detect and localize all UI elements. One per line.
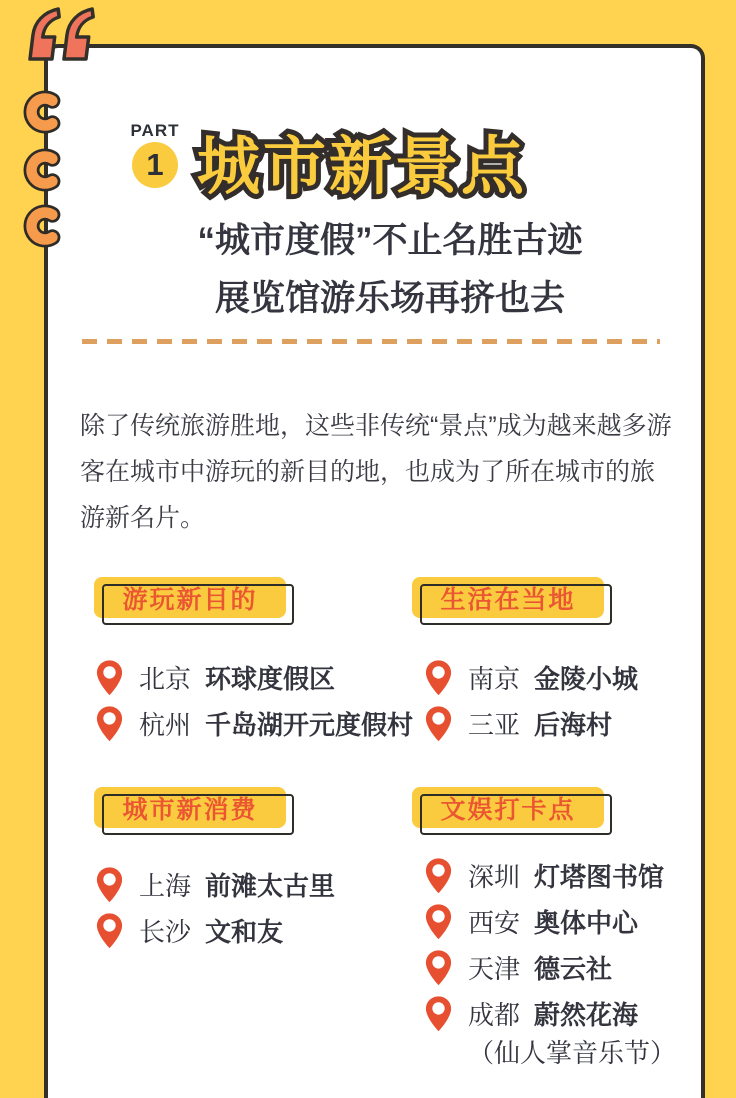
item-place: 灯塔图书馆 [534, 862, 665, 892]
binder-ring-icon [22, 146, 68, 194]
item-text [468, 903, 638, 940]
item-text [139, 705, 413, 742]
item-text [139, 659, 335, 696]
item-place: 德云社 [534, 954, 613, 984]
item-text [468, 995, 676, 1070]
item-city: 三亚 [468, 710, 521, 740]
item-list-play-destinations [95, 659, 413, 743]
item-place: 金陵小城 [534, 664, 639, 694]
location-pin-icon [95, 866, 124, 904]
list-item [95, 659, 413, 697]
list-item [95, 912, 335, 950]
tag-label: 文娱打卡点 [440, 795, 576, 824]
item-city: 天津 [468, 954, 521, 984]
location-pin-icon [424, 857, 453, 895]
list-item [424, 949, 676, 987]
binder-ring-icon [22, 202, 68, 250]
tag-label: 城市新消费 [122, 795, 258, 824]
part-badge [120, 121, 190, 188]
dashed-divider [82, 339, 660, 344]
location-pin-icon [424, 995, 453, 1033]
item-place: 环球度假区 [205, 664, 336, 694]
list-item [424, 659, 638, 697]
item-list-live-local [424, 659, 638, 743]
item-place: 文和友 [205, 917, 284, 947]
item-city: 西安 [468, 908, 521, 938]
location-pin-icon [424, 659, 453, 697]
item-place: 前滩太古里 [205, 871, 336, 901]
location-pin-icon [95, 705, 124, 743]
section-tag-entertainment-checkin [412, 787, 604, 828]
section-tag-play-destinations [94, 577, 286, 618]
item-city: 成都 [468, 1000, 521, 1030]
item-city: 杭州 [139, 710, 192, 740]
item-city: 上海 [139, 871, 192, 901]
binder-ring-icon [22, 88, 68, 136]
list-item [424, 705, 638, 743]
tag-label: 生活在当地 [440, 585, 576, 614]
item-text [468, 659, 638, 696]
page-title: 城市新景点 [197, 132, 527, 202]
double-quote-icon [22, 2, 100, 68]
page-subtitle [90, 212, 690, 328]
list-item [424, 857, 676, 895]
item-text [139, 912, 283, 949]
tag-label: 游玩新目的 [122, 585, 258, 614]
list-item [424, 995, 676, 1070]
subtitle-line: “城市度假”不止名胜古迹 [197, 221, 583, 260]
item-list-entertainment-checkin [424, 857, 676, 1070]
location-pin-icon [95, 912, 124, 950]
item-city: 深圳 [468, 862, 521, 892]
list-item [95, 705, 413, 743]
list-item [95, 866, 335, 904]
item-city: 北京 [139, 664, 192, 694]
item-place: 奥体中心 [534, 908, 639, 938]
item-text [139, 866, 335, 903]
item-place: 蔚然花海 [534, 1000, 639, 1030]
section-tag-live-local [412, 577, 604, 618]
item-city: 南京 [468, 664, 521, 694]
list-item [424, 903, 676, 941]
item-place: 千岛湖开元度假村 [205, 710, 414, 740]
location-pin-icon [424, 949, 453, 987]
part-number-circle: 1 [132, 142, 178, 188]
item-text [468, 705, 612, 742]
location-pin-icon [424, 705, 453, 743]
item-text [468, 857, 664, 894]
location-pin-icon [424, 903, 453, 941]
intro-paragraph: 除了传统旅游胜地，这些非传统“景点”成为越来越多游客在城市中游玩的新目的地，也成为了所在城市的旅游新名片。 [80, 412, 672, 532]
part-label: PART [130, 121, 180, 140]
item-city: 长沙 [139, 917, 192, 947]
section-tag-new-consumption [94, 787, 286, 828]
subtitle-line: 展览馆游乐场再挤也去 [214, 279, 565, 318]
item-text [468, 949, 612, 986]
location-pin-icon [95, 659, 124, 697]
item-place: 后海村 [534, 710, 613, 740]
item-note: （仙人掌音乐节） [468, 1038, 677, 1068]
item-list-new-consumption [95, 866, 335, 950]
